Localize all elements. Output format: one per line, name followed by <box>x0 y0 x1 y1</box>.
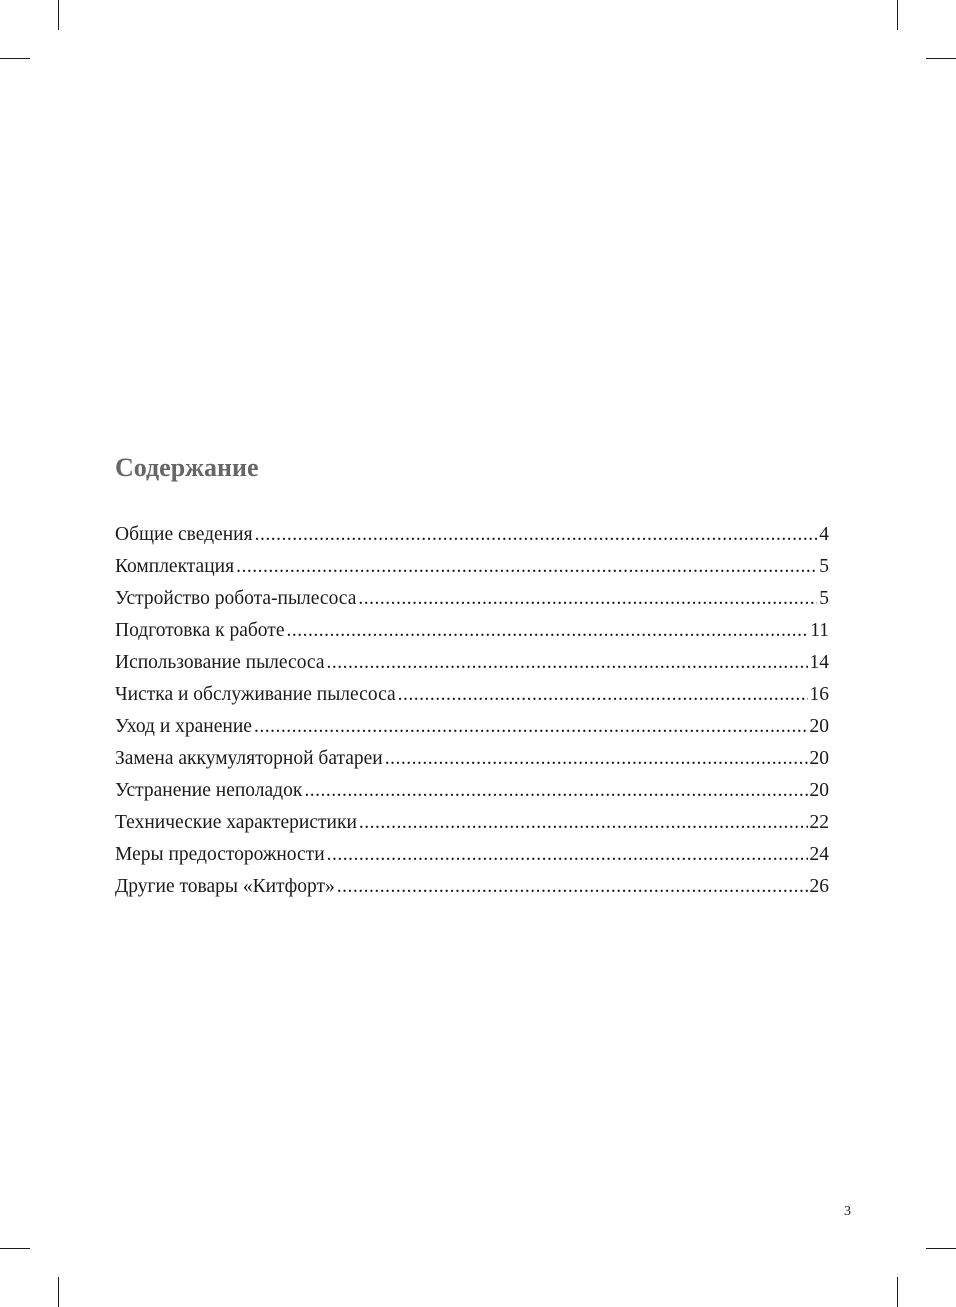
toc-entry-page: 5 <box>819 588 829 609</box>
toc-entry-label: Подготовка к работе <box>115 620 285 641</box>
toc-entry[interactable] <box>115 679 829 711</box>
toc-dot-leader <box>326 647 807 679</box>
toc-entry[interactable] <box>115 871 829 903</box>
toc-entry-page: 20 <box>809 748 829 769</box>
toc-entry[interactable] <box>115 519 829 551</box>
crop-mark-bottom-left-horizontal <box>0 1248 30 1249</box>
toc-entry[interactable] <box>115 807 829 839</box>
toc-entry-label: Устранение неполадок <box>115 780 303 801</box>
toc-entry-label: Устройство робота-пылесоса <box>115 588 357 609</box>
toc-entry-label: Комплектация <box>115 556 235 577</box>
toc-entry[interactable] <box>115 711 829 743</box>
crop-mark-bottom-right-vertical <box>897 1277 898 1307</box>
toc-entry-label: Меры предосторожности <box>115 844 325 865</box>
toc-list <box>115 519 829 903</box>
crop-mark-top-left-horizontal <box>0 58 30 59</box>
toc-entry-page: 4 <box>819 524 829 545</box>
toc-entry-label: Технические характеристики <box>115 812 357 833</box>
crop-mark-bottom-left-vertical <box>58 1277 59 1307</box>
toc-entry-page: 24 <box>809 844 829 865</box>
toc-title: Содержание <box>115 453 259 482</box>
toc-dot-leader <box>255 519 818 551</box>
toc-entry-label: Использование пылесоса <box>115 652 325 673</box>
toc-entry-label: Чистка и обслуживание пылесоса <box>115 684 396 705</box>
toc-entry[interactable] <box>115 615 829 647</box>
toc-entry-page: 14 <box>809 652 829 673</box>
toc-dot-leader <box>236 551 817 583</box>
toc-entry-page: 26 <box>809 876 829 897</box>
toc-dot-leader <box>304 775 807 807</box>
toc-entry[interactable] <box>115 775 829 807</box>
table-of-contents <box>115 448 829 903</box>
toc-entry[interactable] <box>115 647 829 679</box>
page-number: 3 <box>844 1204 851 1219</box>
toc-entry-page: 11 <box>810 620 829 641</box>
toc-entry-label: Замена аккумуляторной батареи <box>115 748 383 769</box>
toc-dot-leader <box>385 743 808 775</box>
toc-entry-label: Общие сведения <box>115 524 253 545</box>
toc-entry-label: Другие товары «Китфорт» <box>115 876 335 897</box>
toc-entry[interactable] <box>115 551 829 583</box>
crop-mark-bottom-right-horizontal <box>926 1248 956 1249</box>
toc-dot-leader <box>254 711 808 743</box>
toc-entry-page: 5 <box>819 556 829 577</box>
crop-mark-top-right-vertical <box>897 0 898 30</box>
toc-dot-leader <box>398 679 808 711</box>
toc-dot-leader <box>286 615 808 647</box>
toc-dot-leader <box>359 807 808 839</box>
toc-entry-page: 20 <box>809 716 829 737</box>
toc-entry[interactable] <box>115 839 829 871</box>
toc-entry[interactable] <box>115 583 829 615</box>
toc-dot-leader <box>358 583 817 615</box>
crop-mark-top-left-vertical <box>58 0 59 30</box>
toc-entry[interactable] <box>115 743 829 775</box>
toc-dot-leader <box>327 839 808 871</box>
toc-entry-label: Уход и хранение <box>115 716 252 737</box>
toc-dot-leader <box>337 871 808 903</box>
crop-mark-top-right-horizontal <box>926 58 956 59</box>
toc-entry-page: 16 <box>809 684 829 705</box>
toc-entry-page: 20 <box>809 780 829 801</box>
toc-entry-page: 22 <box>809 812 829 833</box>
